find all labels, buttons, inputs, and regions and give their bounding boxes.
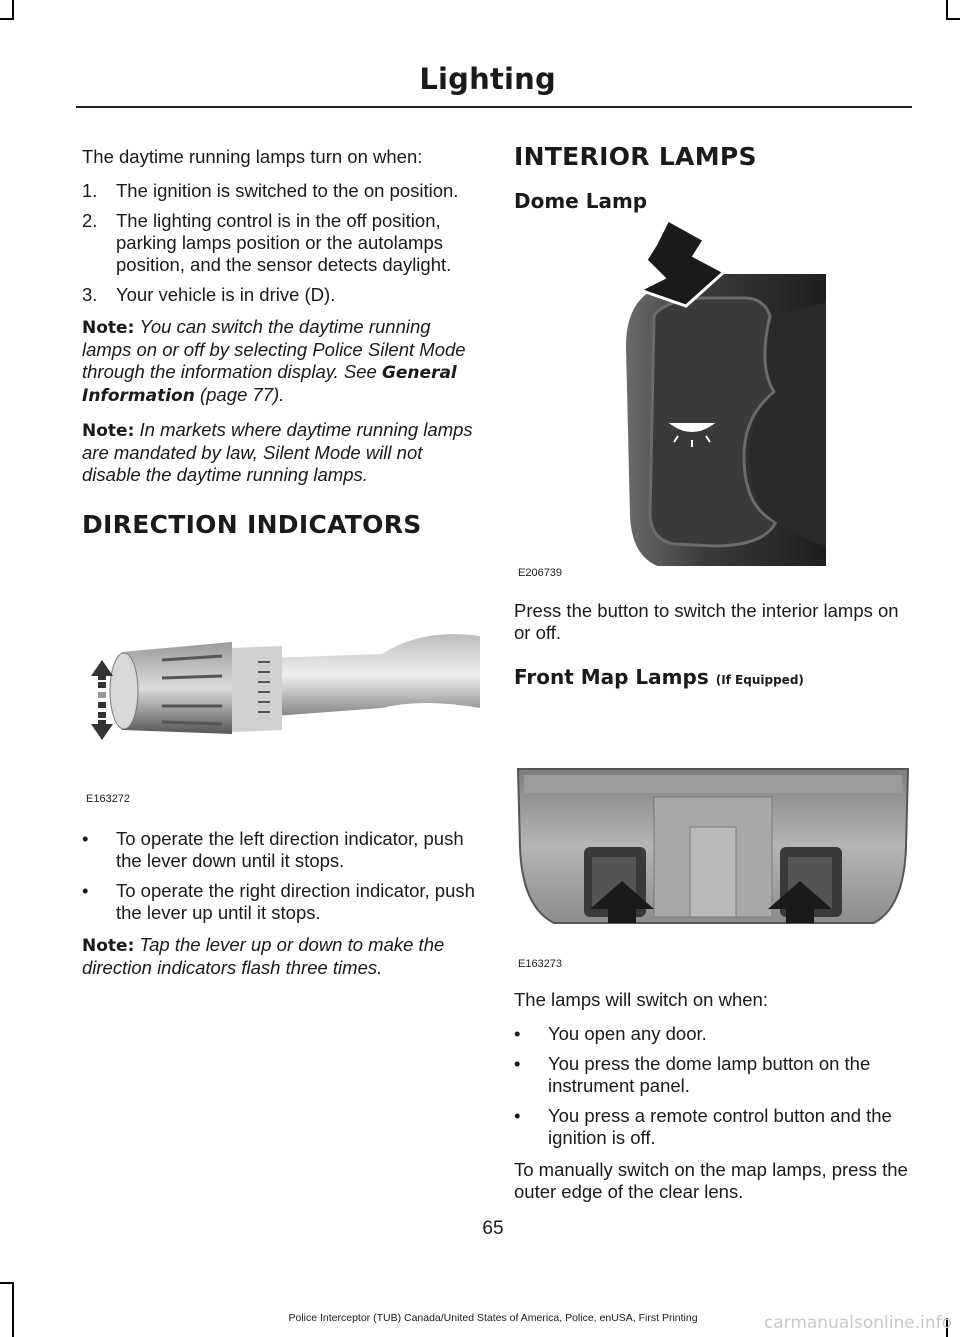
figure-code: E163272 — [86, 793, 131, 805]
crop-mark — [946, 0, 948, 18]
list-item — [514, 1105, 910, 1149]
dome-lamp-heading: Dome Lamp — [514, 189, 648, 213]
note-text: In markets where daytime running lamps are mandated by law, Silent Mode will not disable the daytime running lamps. — [82, 419, 473, 485]
map-lamps-illustration — [514, 697, 912, 959]
note-text: Tap the lever up or down to make the direction indicators flash three times. — [82, 934, 445, 978]
note-label: Note: — [82, 421, 135, 441]
bullet-marker: • — [514, 1105, 521, 1126]
crop-mark — [12, 1282, 14, 1337]
crop-mark — [0, 1282, 14, 1284]
list-item — [82, 210, 476, 276]
note-text: You can switch the daytime running lamps on or off by selecting Police Silent Mode through the information display. See — [82, 316, 466, 382]
page-header-title: Lighting — [419, 62, 556, 96]
list-item — [514, 1053, 910, 1097]
note-label: Note: — [82, 936, 135, 956]
dome-lamp-figure — [514, 216, 910, 584]
list-item-text: Your vehicle is in drive (D). — [116, 284, 336, 305]
crop-mark — [0, 18, 14, 20]
bullet-marker: • — [514, 1023, 521, 1044]
bullet-marker: • — [514, 1053, 521, 1074]
front-map-lamps-heading — [514, 666, 910, 691]
crop-mark — [946, 18, 960, 20]
direction-lever-illustration — [82, 550, 480, 792]
direction-lever-figure — [82, 550, 476, 810]
left-column — [82, 146, 476, 991]
note-label: Note: — [82, 318, 135, 338]
list-number: 2. — [82, 210, 98, 231]
footer-text: Police Interceptor (TUB) Canada/United States of America, Police, enUSA, First Printing — [288, 1312, 698, 1324]
bullet-marker: • — [82, 828, 89, 849]
direction-bullets — [82, 828, 476, 924]
lamps-bullets — [514, 1023, 910, 1149]
heading-qualifier: (If Equipped) — [715, 673, 804, 687]
list-item-text: You press the dome lamp button on the instrument panel. — [548, 1053, 871, 1096]
interior-lamps-heading: INTERIOR LAMPS — [514, 142, 757, 171]
map-lamps-figure — [514, 697, 910, 975]
list-item — [82, 180, 476, 202]
list-number: 3. — [82, 284, 98, 305]
list-item — [514, 1023, 910, 1045]
list-item-text: To operate the left direction indicator, push the lever down until it stops. — [116, 828, 464, 871]
page-number: 65 — [482, 1218, 504, 1239]
drl-conditions-list — [82, 180, 476, 306]
drl-intro: The daytime running lamps turn on when: — [82, 146, 423, 167]
manual-map-lamps-text: To manually switch on the map lamps, press the outer edge of the clear lens. — [514, 1159, 908, 1202]
bullet-marker: • — [82, 880, 89, 901]
list-number: 1. — [82, 180, 98, 201]
watermark: carmanualsonline.info — [763, 1313, 952, 1333]
dome-lamp-illustration — [514, 216, 912, 566]
right-column — [514, 142, 910, 1215]
list-item-text: The lighting control is in the off position, parking lamps position or the autolamps position, and the sensor detects daylight. — [116, 210, 452, 275]
list-item — [82, 828, 476, 872]
general-information-link[interactable]: General Information — [82, 363, 457, 406]
header-divider — [76, 106, 912, 108]
note-silent-mode — [82, 316, 476, 407]
list-item-text: You press a remote control button and the ignition is off. — [548, 1105, 892, 1148]
up-down-arrow-icon — [91, 660, 113, 740]
figure-code: E206739 — [518, 567, 563, 579]
list-item — [82, 880, 476, 924]
figure-code: E163273 — [518, 958, 563, 970]
direction-indicators-heading: DIRECTION INDICATORS — [82, 510, 422, 539]
dome-instruction: Press the button to switch the interior lamps on or off. — [514, 600, 899, 643]
list-item — [82, 284, 476, 306]
page-reference: (page 77). — [199, 384, 285, 405]
note-tap-lever — [82, 934, 476, 979]
note-markets — [82, 419, 476, 486]
heading-text: Front Map Lamps — [514, 665, 709, 689]
list-item-text: To operate the right direction indicator, push the lever up until it stops. — [116, 880, 475, 923]
lamps-intro: The lamps will switch on when: — [514, 989, 768, 1010]
list-item-text: The ignition is switched to the on position. — [116, 180, 459, 201]
crop-mark — [12, 0, 14, 18]
list-item-text: You open any door. — [548, 1023, 707, 1044]
